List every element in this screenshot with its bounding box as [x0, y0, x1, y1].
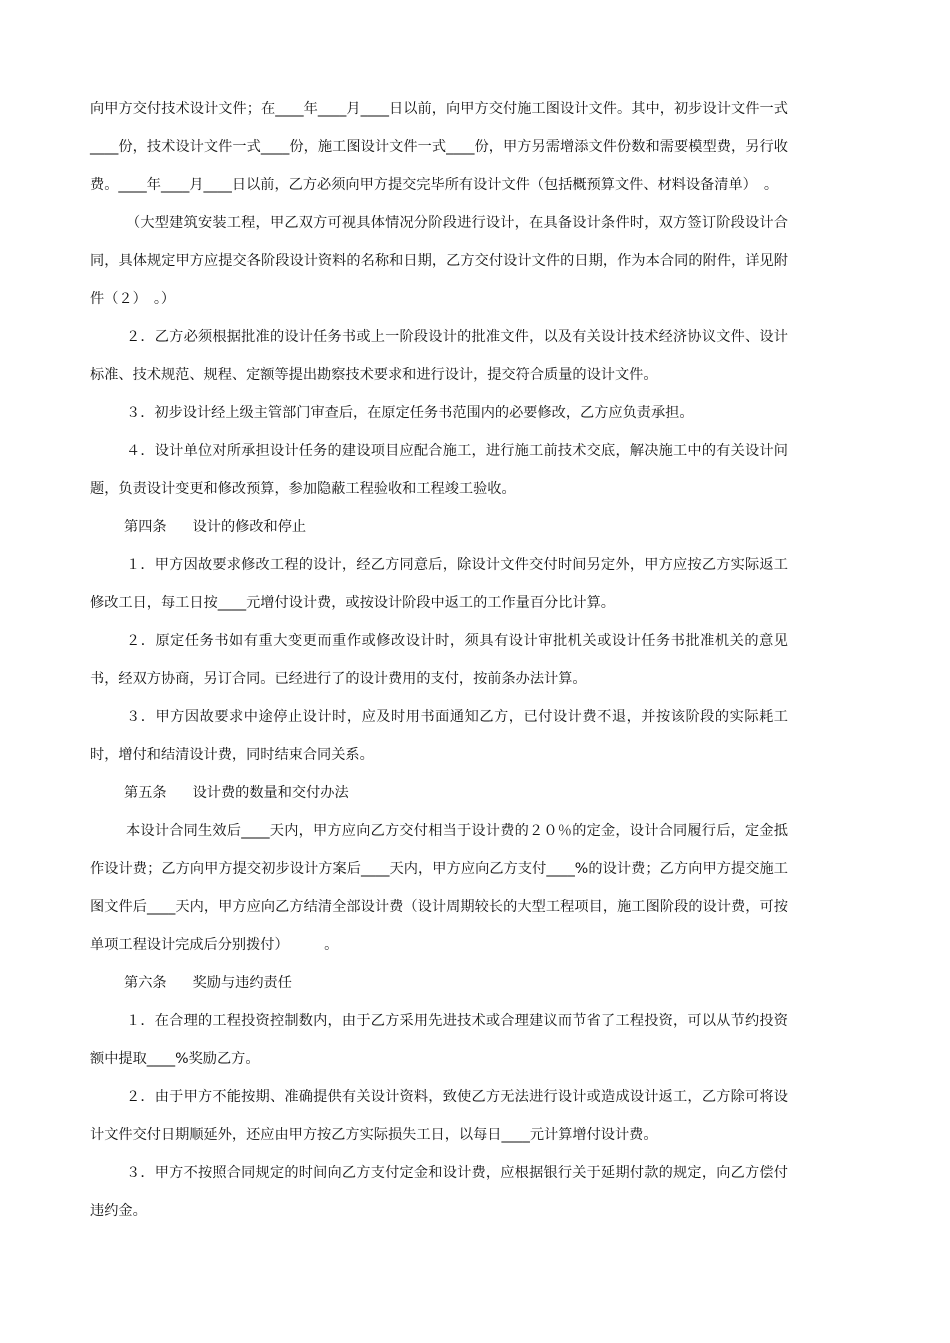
article-6-label: 第六条: [124, 975, 167, 991]
paragraph-clause-4-3: ３．甲方因故要求中途停止设计时，应及时用书面通知乙方，已付设计费不退，并按该阶段的实际耗工时，增付和结清设计费，同时结束合同关系。: [90, 709, 788, 763]
article-4-label: 第四条: [124, 519, 167, 535]
paragraph-clause-6-3: ３．甲方不按照合同规定的时间向乙方支付定金和设计费，应根据银行关于延期付款的规定，向乙方偿付违约金。: [90, 1165, 788, 1219]
paragraph-clause-3-3: ３．初步设计经上级主管部门审查后，在原定任务书范围内的必要修改，乙方应负责承担。: [126, 405, 694, 421]
article-5-label: 第五条: [124, 785, 167, 801]
paragraph-clause-4-2: ２．原定任务书如有重大变更而重作或修改设计时，须具有设计审批机关或设计任务书批准机关的意见书，经双方协商，另订合同。已经进行了的设计费用的支付，按前条办法计算。: [90, 633, 788, 687]
article-5-heading: [90, 774, 788, 812]
document-body: [90, 90, 788, 1230]
paragraph-delivery-schedule: 向甲方交付技术设计文件；在____年____月____日以前，向甲方交付施工图设计文件。其中，初步设计文件一式____份，技术设计文件一式____份，施工图设计文件一式____份，甲方另需增添文件份数和需要模型费，另行收费。____年____月____日以前，乙方必须向甲方提交完毕所有设计文件（包括概预算文件、材料设备清单） 。: [90, 101, 788, 193]
paragraph-clause-4-1: １．甲方因故要求修改工程的设计，经乙方同意后，除设计文件交付时间另定外，甲方应按乙方实际返工修改工日，每工日按____元增付设计费，或按设计阶段中返工的工作量百分比计算。: [90, 557, 788, 611]
paragraph-large-project-note: （大型建筑安装工程，甲乙双方可视具体情况分阶段进行设计，在具备设计条件时，双方签订阶段设计合同，具体规定甲方应提交各阶段设计资料的名称和日期，乙方交付设计文件的日期，作为本合同的附件，详见附件（２） 。）: [90, 215, 788, 307]
paragraph-clause-3-2: ２．乙方必须根据批准的设计任务书或上一阶段设计的批准文件，以及有关设计技术经济协议文件、设计标准、技术规范、规程、定额等提出勘察技术要求和进行设计，提交符合质量的设计文件。: [90, 329, 788, 383]
paragraph-clause-6-2: ２．由于甲方不能按期、准确提供有关设计资料，致使乙方无法进行设计或造成设计返工，乙方除可将设计文件交付日期顺延外，还应由甲方按乙方实际损失工日，以每日____元计算增付设计费。: [90, 1089, 788, 1143]
paragraph-clause-6-1: １．在合理的工程投资控制数内，由于乙方采用先进技术或合理建议而节省了工程投资，可以从节约投资额中提取____%奖励乙方。: [90, 1013, 788, 1067]
article-6-heading: [90, 964, 788, 1002]
article-6-title: 奖励与违约责任: [192, 975, 292, 991]
paragraph-clause-3-4: ４．设计单位对所承担设计任务的建设项目应配合施工，进行施工前技术交底，解决施工中的有关设计问题，负责设计变更和修改预算，参加隐蔽工程验收和工程竣工验收。: [90, 443, 788, 497]
article-4-title: 设计的修改和停止: [192, 519, 307, 535]
article-5-title: 设计费的数量和交付办法: [192, 785, 349, 801]
article-4-heading: [90, 508, 788, 546]
paragraph-clause-5-body: 本设计合同生效后____天内，甲方应向乙方交付相当于设计费的２０％的定金，设计合同履行后，定金抵作设计费；乙方向甲方提交初步设计方案后____天内，甲方应向乙方支付____%的设计费；乙方向甲方提交施工图文件后____天内，甲方应向乙方结清全部设计费（设计周期较长的大型工程项目，施工图阶段的设计费，可按单项工程设计完成后分别拨付） 。: [90, 823, 788, 953]
